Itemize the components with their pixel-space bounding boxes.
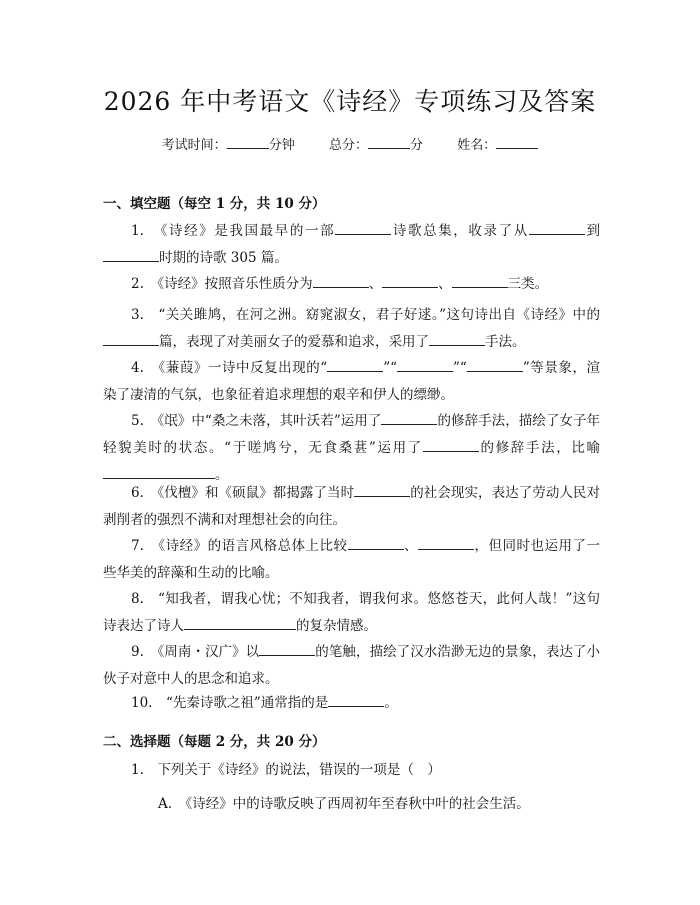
answer-blank bbox=[103, 249, 159, 262]
name-blank bbox=[496, 136, 538, 149]
question-text: 篇，表现了对美丽女子的爱慕和追求，采用了 bbox=[159, 334, 429, 350]
question-text: 的笔触，描绘了汉水浩渺无边的景象，表达了小伙子对意中人的思念和追求。 bbox=[103, 644, 600, 687]
question-text: 2. 《诗经》按照音乐性质分为 bbox=[131, 276, 313, 292]
answer-blank bbox=[381, 412, 437, 425]
question-text: 7. 《诗经》的语言风格总体上比较 bbox=[131, 538, 348, 554]
question-text: ”“ bbox=[453, 360, 467, 376]
question-text: ”等景象，渲染了凄清的气氛，也象征着追求理想的艰辛和伊人的缥缈。 bbox=[103, 360, 600, 403]
answer-blank bbox=[382, 275, 438, 288]
question-text: 三类。 bbox=[507, 276, 549, 292]
answer-blank bbox=[452, 275, 508, 288]
name-label: 姓名： bbox=[457, 138, 497, 153]
answer-blank bbox=[259, 643, 315, 656]
answer-blank bbox=[328, 694, 384, 707]
question-text: 。 bbox=[215, 467, 229, 483]
question-text: 4. 《蒹葭》一诗中反复出现的“ bbox=[131, 360, 328, 376]
exam-meta bbox=[0, 134, 700, 153]
question-5 bbox=[103, 408, 600, 489]
answer-blank bbox=[467, 359, 523, 372]
question-text: 时期的诗歌 305 篇。 bbox=[159, 250, 288, 266]
time-blank bbox=[227, 136, 269, 149]
answer-blank bbox=[335, 222, 391, 235]
score-unit: 分 bbox=[410, 138, 424, 153]
answer-blank bbox=[327, 359, 383, 372]
question-text: 、 bbox=[403, 538, 419, 554]
question-text: 的复杂情感。 bbox=[296, 618, 377, 634]
answer-blank bbox=[103, 333, 159, 346]
answer-blank bbox=[397, 359, 453, 372]
section-heading-choice: 二、选择题（每题 2 分，共 20 分） bbox=[103, 734, 326, 750]
question-text: 的修辞手法，描绘了女子年轻貌美时的状态。“于嗟鸠兮，无食桑葚”运用了 bbox=[103, 413, 601, 456]
score-label: 总分： bbox=[328, 138, 368, 153]
answer-blank bbox=[184, 617, 296, 630]
question-text: 3. “关关雎鸠，在河之洲。窈窕淑女，君子好逑。”这句诗出自《诗经》中的 bbox=[131, 307, 600, 323]
answer-blank bbox=[429, 333, 485, 346]
answer-blank bbox=[103, 466, 215, 479]
question-text: 6. 《伐檀》和《硕鼠》都揭露了当时 bbox=[131, 485, 355, 501]
question-text: ”“ bbox=[383, 360, 398, 376]
answer-blank bbox=[423, 439, 479, 452]
question-text: ，但同时也运用了一些华美的辞藻和生动的比喻。 bbox=[103, 538, 600, 581]
answer-blank bbox=[348, 537, 404, 550]
question-text: 9. 《周南・汉广》以 bbox=[131, 644, 260, 660]
question-8 bbox=[103, 586, 600, 640]
time-label: 考试时间： bbox=[161, 138, 227, 153]
question-3 bbox=[103, 302, 600, 356]
choice-option-a: A. 《诗经》中的诗歌反映了西周初年至春秋中叶的社会生活。 bbox=[158, 796, 530, 812]
question-9 bbox=[103, 639, 600, 693]
question-text: 的修辞手法，比喻 bbox=[478, 440, 600, 456]
answer-blank bbox=[313, 275, 369, 288]
answer-blank bbox=[418, 537, 474, 550]
question-text: 、 bbox=[368, 276, 383, 292]
question-text: 1. 《诗经》是我国最早的一部 bbox=[131, 223, 336, 239]
question-text: 、 bbox=[438, 276, 452, 292]
question-text: 的社会现实，表达了劳动人民对剥削者的强烈不满和对理想社会的向往。 bbox=[103, 485, 600, 528]
question-text: 手法。 bbox=[485, 334, 526, 350]
question-4 bbox=[103, 355, 600, 409]
question-1 bbox=[103, 218, 600, 272]
question-2 bbox=[103, 271, 600, 298]
question-text: 10. “先秦诗歌之祖”通常指的是 bbox=[131, 695, 329, 711]
time-unit: 分钟 bbox=[268, 138, 295, 153]
question-text: 8. “知我者，谓我心忧；不知我者，谓我何求。悠悠苍天，此何人哉！”这句诗表达了诗人 bbox=[103, 591, 600, 634]
score-blank bbox=[368, 136, 410, 149]
answer-blank bbox=[529, 222, 585, 235]
question-text: 诗歌总集，收录了从 bbox=[391, 223, 529, 239]
question-7 bbox=[103, 533, 600, 587]
question-text: 到 bbox=[584, 223, 601, 239]
answer-blank bbox=[354, 484, 410, 497]
question-6 bbox=[103, 480, 600, 534]
choice-question-1: 1. 下列关于《诗经》的说法，错误的一项是（ ） bbox=[131, 762, 441, 778]
question-text: 5. 《氓》中“桑之未落，其叶沃若”运用了 bbox=[131, 413, 382, 429]
question-10 bbox=[103, 690, 600, 717]
page-title: 2026 年中考语文《诗经》专项练习及答案 bbox=[103, 87, 597, 116]
section-heading-fill: 一、填空题（每空 1 分，共 10 分） bbox=[103, 196, 326, 212]
question-text: 。 bbox=[384, 695, 398, 711]
